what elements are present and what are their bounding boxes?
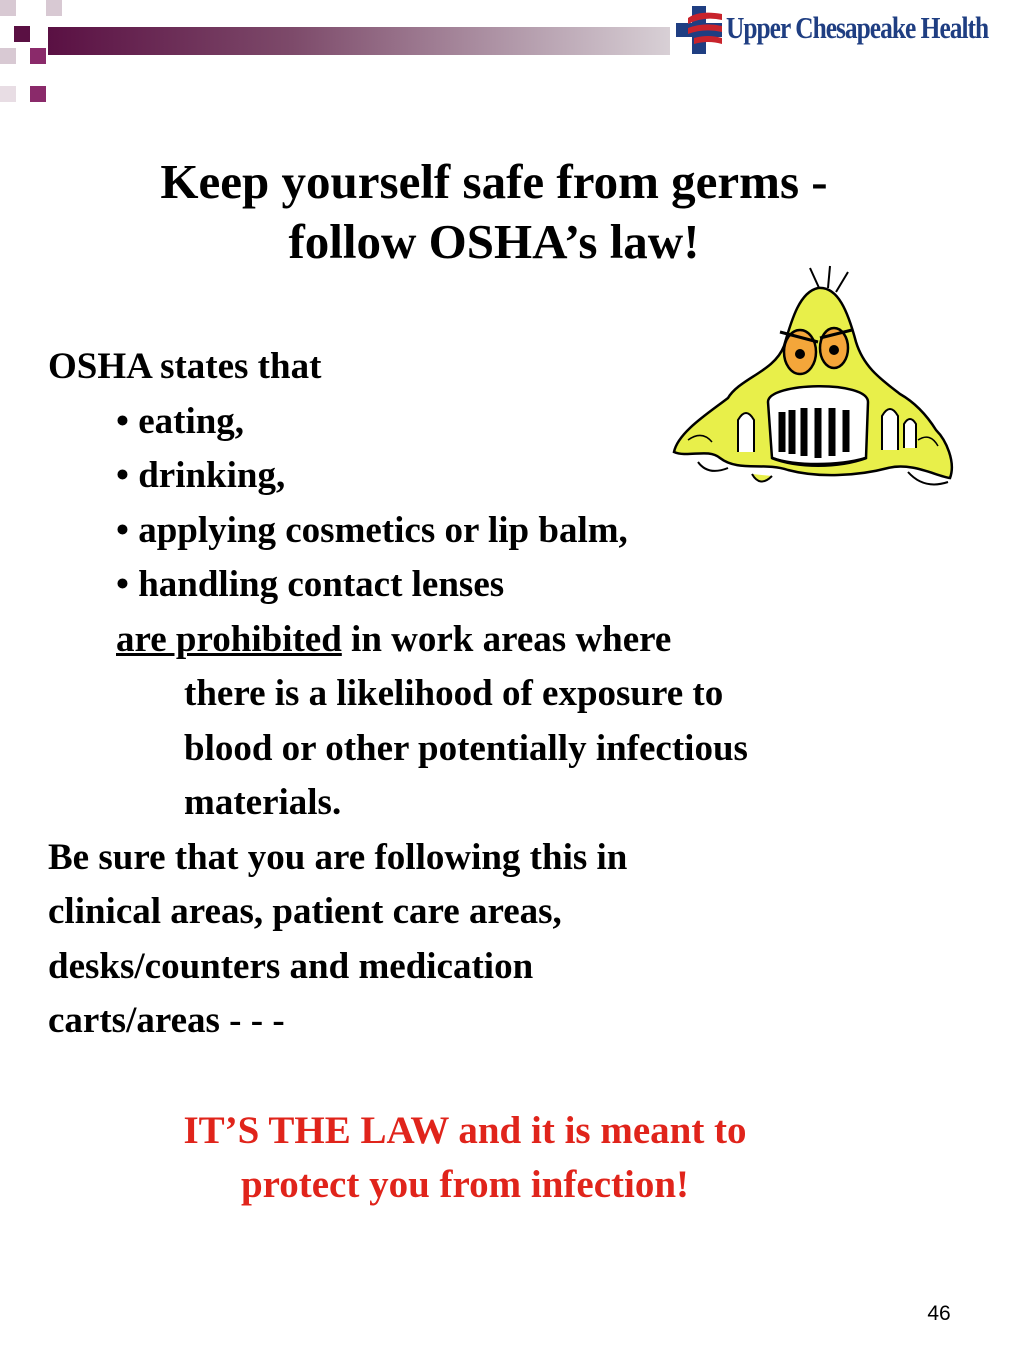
health-cross-icon [674,4,724,56]
law-line-1: IT’S THE LAW and it is meant to [183,1109,747,1152]
continuation-line-1: there is a likelihood of exposure to [184,673,724,714]
continuation-line-3: materials. [184,782,342,823]
prohibited-line [48,613,908,668]
bullet-eating: • eating, [116,400,245,442]
continuation-line-2: blood or other potentially infectious [184,727,748,769]
reminder-line-1: Be sure that you are following this in [48,836,628,878]
title-line-2: follow OSHA’s law! [288,214,700,269]
law-line-2: protect you from infection! [240,1163,690,1206]
law-statement [60,1104,870,1212]
title-line-1: Keep yourself safe from germs - [160,154,828,209]
reminder-line-2: clinical areas, patient care areas, [48,891,562,932]
bullet-contact-lenses: • handling contact lenses [116,564,505,605]
reminder-line-4: carts/areas - - - [48,1000,285,1041]
prohibited-label: are prohibited [116,618,342,660]
bullet-cosmetics: • applying cosmetics or lip balm, [116,509,628,551]
brand-name: Upper Chesapeake Health [726,10,989,45]
intro-line: OSHA states that [48,346,322,387]
slide-title [40,152,948,272]
bullet-drinking: • drinking, [116,455,286,496]
reminder-line-3: desks/counters and medication [48,945,534,987]
prohibited-rest: in work areas where [341,618,672,660]
body-text [48,340,908,1049]
brand-logo [670,4,1024,56]
page-number: 46 [927,1302,951,1325]
